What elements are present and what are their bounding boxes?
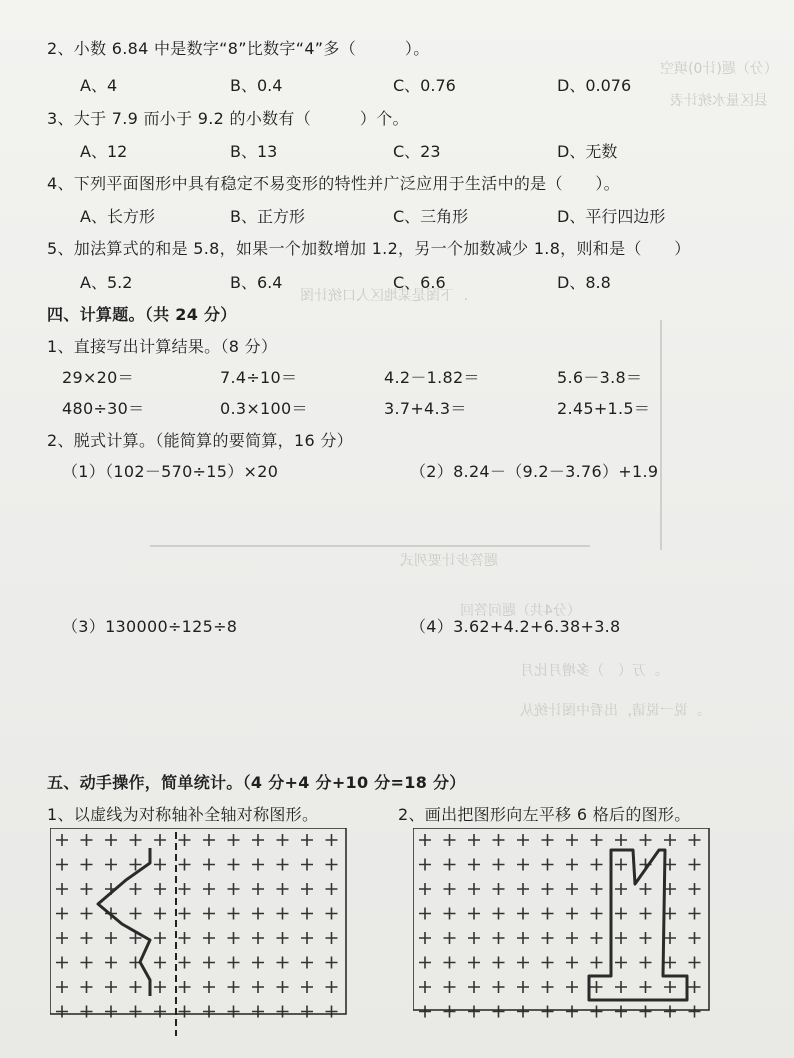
grid-plus xyxy=(179,883,191,895)
grid-plus xyxy=(493,957,505,969)
grid-plus xyxy=(468,1006,480,1018)
grid-plus xyxy=(444,883,456,895)
grid-plus xyxy=(326,957,338,969)
grid-plus xyxy=(56,834,68,846)
grid-plus xyxy=(105,1006,117,1018)
grid-plus xyxy=(326,883,338,895)
grid-plus xyxy=(277,981,289,993)
grid-plus xyxy=(228,908,240,920)
grid-plus xyxy=(130,883,142,895)
grid-plus xyxy=(468,859,480,871)
grid-plus xyxy=(277,859,289,871)
grid-plus xyxy=(468,883,480,895)
grid-plus xyxy=(664,1006,676,1018)
section-4-title: 四、计算题。（共 24 分） xyxy=(47,305,237,324)
grid-plus xyxy=(640,981,652,993)
grid-plus xyxy=(615,883,627,895)
grid-plus xyxy=(252,1006,264,1018)
grid-plus xyxy=(444,1006,456,1018)
grid-plus xyxy=(542,859,554,871)
step-calc-3: （3）130000÷125÷8 xyxy=(62,617,238,636)
grid-plus xyxy=(542,883,554,895)
grid-plus xyxy=(277,883,289,895)
q3-option-a: A、12 xyxy=(80,142,128,161)
grid-plus xyxy=(326,981,338,993)
grid-plus xyxy=(444,957,456,969)
grid-plus xyxy=(301,883,313,895)
grid-plus xyxy=(444,834,456,846)
grid-plus xyxy=(154,859,166,871)
grid-plus xyxy=(419,883,431,895)
grid-plus xyxy=(517,834,529,846)
grid-plus xyxy=(689,859,701,871)
question-2-stem: 2、小数 6.84 中是数字“8”比数字“4”多（ ）。 xyxy=(47,39,430,58)
q4-option-a: A、长方形 xyxy=(80,207,155,226)
grid-plus xyxy=(277,908,289,920)
q5-option-b: B、6.4 xyxy=(230,273,283,292)
grid-plus xyxy=(203,883,215,895)
grid-plus xyxy=(542,957,554,969)
grid-plus xyxy=(130,908,142,920)
grid-plus xyxy=(664,834,676,846)
grid-plus xyxy=(301,957,313,969)
direct-calc-item: 29×20＝ xyxy=(62,368,134,387)
grid-plus xyxy=(252,957,264,969)
q2-option-c: C、0.76 xyxy=(393,76,456,95)
grid-plus xyxy=(566,908,578,920)
grid-plus xyxy=(154,981,166,993)
grid-plus xyxy=(615,981,627,993)
grid-plus xyxy=(301,859,313,871)
grid-plus xyxy=(56,859,68,871)
grid-plus xyxy=(81,883,93,895)
grid-plus xyxy=(591,957,603,969)
grid-plus xyxy=(203,981,215,993)
grid-plus xyxy=(689,1006,701,1018)
grid-plus xyxy=(640,834,652,846)
grid-plus xyxy=(640,883,652,895)
grid-plus xyxy=(689,957,701,969)
grid-plus xyxy=(81,981,93,993)
section-5-task1: 1、以虚线为对称轴补全轴对称图形。 xyxy=(47,805,319,824)
direct-calc-item: 480÷30＝ xyxy=(62,399,145,418)
grid-plus xyxy=(591,859,603,871)
grid-plus xyxy=(542,834,554,846)
grid-plus xyxy=(228,859,240,871)
grid-plus xyxy=(228,981,240,993)
grid-plus xyxy=(154,834,166,846)
grid-plus xyxy=(591,883,603,895)
symmetry-grid xyxy=(50,828,350,1036)
grid-plus xyxy=(228,1006,240,1018)
q4-option-c: C、三角形 xyxy=(393,207,469,226)
grid-plus xyxy=(277,957,289,969)
grid-plus xyxy=(640,1006,652,1018)
grid-plus xyxy=(517,1006,529,1018)
section-5-title: 五、动手操作，简单统计。（4 分+4 分+10 分=18 分） xyxy=(47,773,466,792)
grid-plus xyxy=(493,981,505,993)
grid-plus xyxy=(277,932,289,944)
grid-plus xyxy=(566,957,578,969)
grid-plus xyxy=(81,834,93,846)
grid-plus xyxy=(591,981,603,993)
direct-calc-item: 3.7+4.3＝ xyxy=(384,399,467,418)
grid-plus xyxy=(468,932,480,944)
direct-calc-item: 2.45+1.5＝ xyxy=(557,399,651,418)
question-4-stem: 4、下列平面图形中具有稳定不易变形的特性并广泛应用于生活中的是（ ）。 xyxy=(47,174,620,193)
bleed-text: 。说一说请，出看中图计统从 xyxy=(520,703,702,719)
grid-plus xyxy=(154,1006,166,1018)
grid-plus xyxy=(591,834,603,846)
grid-plus xyxy=(566,883,578,895)
grid-plus xyxy=(81,932,93,944)
grid-plus xyxy=(130,1006,142,1018)
grid-plus xyxy=(615,1006,627,1018)
grid-plus xyxy=(493,908,505,920)
direct-calc-item: 0.3×100＝ xyxy=(220,399,308,418)
direct-calc-item: 5.6－3.8＝ xyxy=(557,368,643,387)
grid-plus xyxy=(689,883,701,895)
grid-plus xyxy=(664,957,676,969)
grid-plus xyxy=(640,908,652,920)
grid-plus xyxy=(419,859,431,871)
grid-plus xyxy=(517,981,529,993)
grid-plus xyxy=(689,932,701,944)
step-calc-2: （2）8.24－（9.2－3.76）+1.9 xyxy=(410,462,659,481)
direct-calc-item: 4.2－1.82＝ xyxy=(384,368,480,387)
grid-plus xyxy=(468,908,480,920)
grid-plus xyxy=(493,932,505,944)
bleed-text: ．下图是某地区人口统计图 xyxy=(300,288,468,304)
grid-plus xyxy=(228,932,240,944)
grid-plus xyxy=(105,834,117,846)
grid-plus xyxy=(154,883,166,895)
grid-plus xyxy=(326,859,338,871)
grid-plus xyxy=(689,908,701,920)
grid-plus xyxy=(105,932,117,944)
grid-plus xyxy=(664,981,676,993)
grid-plus xyxy=(252,883,264,895)
grid-plus xyxy=(301,1006,313,1018)
grid-plus xyxy=(640,957,652,969)
grid-plus xyxy=(419,957,431,969)
grid-plus xyxy=(130,981,142,993)
grid-plus xyxy=(301,981,313,993)
grid-plus xyxy=(517,883,529,895)
grid-plus xyxy=(179,1006,191,1018)
section-5-task2: 2、画出把图形向左平移 6 格后的图形。 xyxy=(398,805,691,824)
question-5-stem: 5、加法算式的和是 5.8，如果一个加数增加 1.2，另一个加数减少 1.8，则和是（ ） xyxy=(47,239,691,258)
question-3-stem: 3、大于 7.9 而小于 9.2 的小数有（ ）个。 xyxy=(47,109,409,128)
grid-plus xyxy=(252,859,264,871)
grid-plus xyxy=(105,859,117,871)
grid-plus xyxy=(468,834,480,846)
grid-plus xyxy=(154,957,166,969)
grid-plus xyxy=(566,932,578,944)
grid-plus xyxy=(542,908,554,920)
grid-plus xyxy=(56,981,68,993)
grid-plus xyxy=(228,834,240,846)
grid-plus xyxy=(468,981,480,993)
grid-plus xyxy=(517,957,529,969)
grid-plus xyxy=(493,1006,505,1018)
grid-plus xyxy=(179,834,191,846)
grid-plus xyxy=(493,883,505,895)
grid-plus-marks xyxy=(419,834,701,1018)
grid-plus-marks xyxy=(56,834,338,1018)
bleed-text: （分）题(计0)填空 xyxy=(660,61,778,77)
grid-plus xyxy=(419,834,431,846)
grid-plus xyxy=(179,981,191,993)
grid-plus xyxy=(56,957,68,969)
grid-plus xyxy=(542,932,554,944)
grid-plus xyxy=(419,908,431,920)
grid-plus xyxy=(130,834,142,846)
q2-option-a: A、4 xyxy=(80,76,118,95)
grid-plus xyxy=(517,932,529,944)
bleed-line xyxy=(150,545,590,547)
grid-plus xyxy=(252,908,264,920)
grid-plus xyxy=(179,932,191,944)
section-4-sub2: 2、脱式计算。（能简算的要简算，16 分） xyxy=(47,431,353,450)
grid-plus xyxy=(566,1006,578,1018)
grid-plus xyxy=(615,908,627,920)
grid-plus xyxy=(468,957,480,969)
grid-plus xyxy=(252,932,264,944)
bleed-text: （分4共）题问答回 xyxy=(460,603,581,619)
grid-plus xyxy=(326,908,338,920)
original-figure xyxy=(589,850,687,1000)
grid-plus xyxy=(228,883,240,895)
grid-plus xyxy=(154,932,166,944)
grid-plus xyxy=(56,908,68,920)
section-4-sub1: 1、直接写出计算结果。（8 分） xyxy=(47,337,278,356)
grid-plus xyxy=(493,859,505,871)
grid-plus xyxy=(664,908,676,920)
grid-plus xyxy=(81,859,93,871)
grid-plus xyxy=(81,1006,93,1018)
grid-plus xyxy=(179,908,191,920)
grid-plus xyxy=(615,859,627,871)
grid-plus xyxy=(277,1006,289,1018)
grid-plus xyxy=(105,981,117,993)
grid-plus xyxy=(105,957,117,969)
grid-plus xyxy=(444,932,456,944)
grid-plus xyxy=(444,981,456,993)
grid-plus xyxy=(444,908,456,920)
q3-option-c: C、23 xyxy=(393,142,441,161)
q5-option-a: A、5.2 xyxy=(80,273,133,292)
grid-plus xyxy=(419,1006,431,1018)
grid-plus xyxy=(444,859,456,871)
bleed-line xyxy=(660,320,662,550)
translation-grid xyxy=(413,828,713,1028)
bleed-text: 县区量水统计表 xyxy=(670,93,768,109)
grid-plus xyxy=(615,957,627,969)
grid-plus xyxy=(203,932,215,944)
q5-option-d: D、8.8 xyxy=(557,273,611,292)
grid-plus xyxy=(203,859,215,871)
grid-border xyxy=(50,828,346,1014)
grid-plus xyxy=(56,883,68,895)
grid-plus xyxy=(689,981,701,993)
grid-plus xyxy=(179,859,191,871)
grid-plus xyxy=(615,932,627,944)
grid-plus xyxy=(301,834,313,846)
grid-plus xyxy=(689,834,701,846)
q5-option-c: C、6.6 xyxy=(393,273,446,292)
direct-calc-item: 7.4÷10＝ xyxy=(220,368,298,387)
grid-plus xyxy=(493,834,505,846)
grid-plus xyxy=(301,932,313,944)
grid-plus xyxy=(179,957,191,969)
bleed-text: 。万（ ）多增月比月 xyxy=(520,663,660,679)
grid-plus xyxy=(56,1006,68,1018)
grid-plus xyxy=(566,981,578,993)
grid-plus xyxy=(326,932,338,944)
grid-plus xyxy=(419,932,431,944)
grid-plus xyxy=(252,981,264,993)
grid-plus xyxy=(517,908,529,920)
q4-option-b: B、正方形 xyxy=(230,207,305,226)
grid-plus xyxy=(542,1006,554,1018)
grid-plus xyxy=(277,834,289,846)
grid-plus xyxy=(566,834,578,846)
q3-option-d: D、无数 xyxy=(557,142,618,161)
grid-plus xyxy=(203,1006,215,1018)
grid-plus xyxy=(615,834,627,846)
q3-option-b: B、13 xyxy=(230,142,278,161)
grid-plus xyxy=(301,908,313,920)
grid-plus xyxy=(203,908,215,920)
grid-plus xyxy=(252,834,264,846)
grid-plus xyxy=(542,981,554,993)
grid-plus xyxy=(640,932,652,944)
grid-plus xyxy=(591,908,603,920)
grid-plus xyxy=(326,1006,338,1018)
grid-plus xyxy=(419,981,431,993)
grid-plus xyxy=(591,1006,603,1018)
grid-plus xyxy=(81,957,93,969)
q4-option-d: D、平行四边形 xyxy=(557,207,666,226)
grid-plus xyxy=(56,932,68,944)
grid-plus xyxy=(228,957,240,969)
grid-plus xyxy=(566,859,578,871)
bleed-text: 题答步计要列式 xyxy=(400,553,498,569)
grid-plus xyxy=(326,834,338,846)
grid-plus xyxy=(517,859,529,871)
step-calc-4: （4）3.62+4.2+6.38+3.8 xyxy=(410,617,621,636)
q2-option-b: B、0.4 xyxy=(230,76,283,95)
grid-plus xyxy=(203,834,215,846)
grid-plus xyxy=(203,957,215,969)
step-calc-1: （1）（102－570÷15）×20 xyxy=(62,462,279,481)
grid-plus xyxy=(81,908,93,920)
grid-plus xyxy=(664,932,676,944)
grid-plus xyxy=(154,908,166,920)
grid-plus xyxy=(591,932,603,944)
q2-option-d: D、0.076 xyxy=(557,76,632,95)
half-figure xyxy=(98,848,150,996)
